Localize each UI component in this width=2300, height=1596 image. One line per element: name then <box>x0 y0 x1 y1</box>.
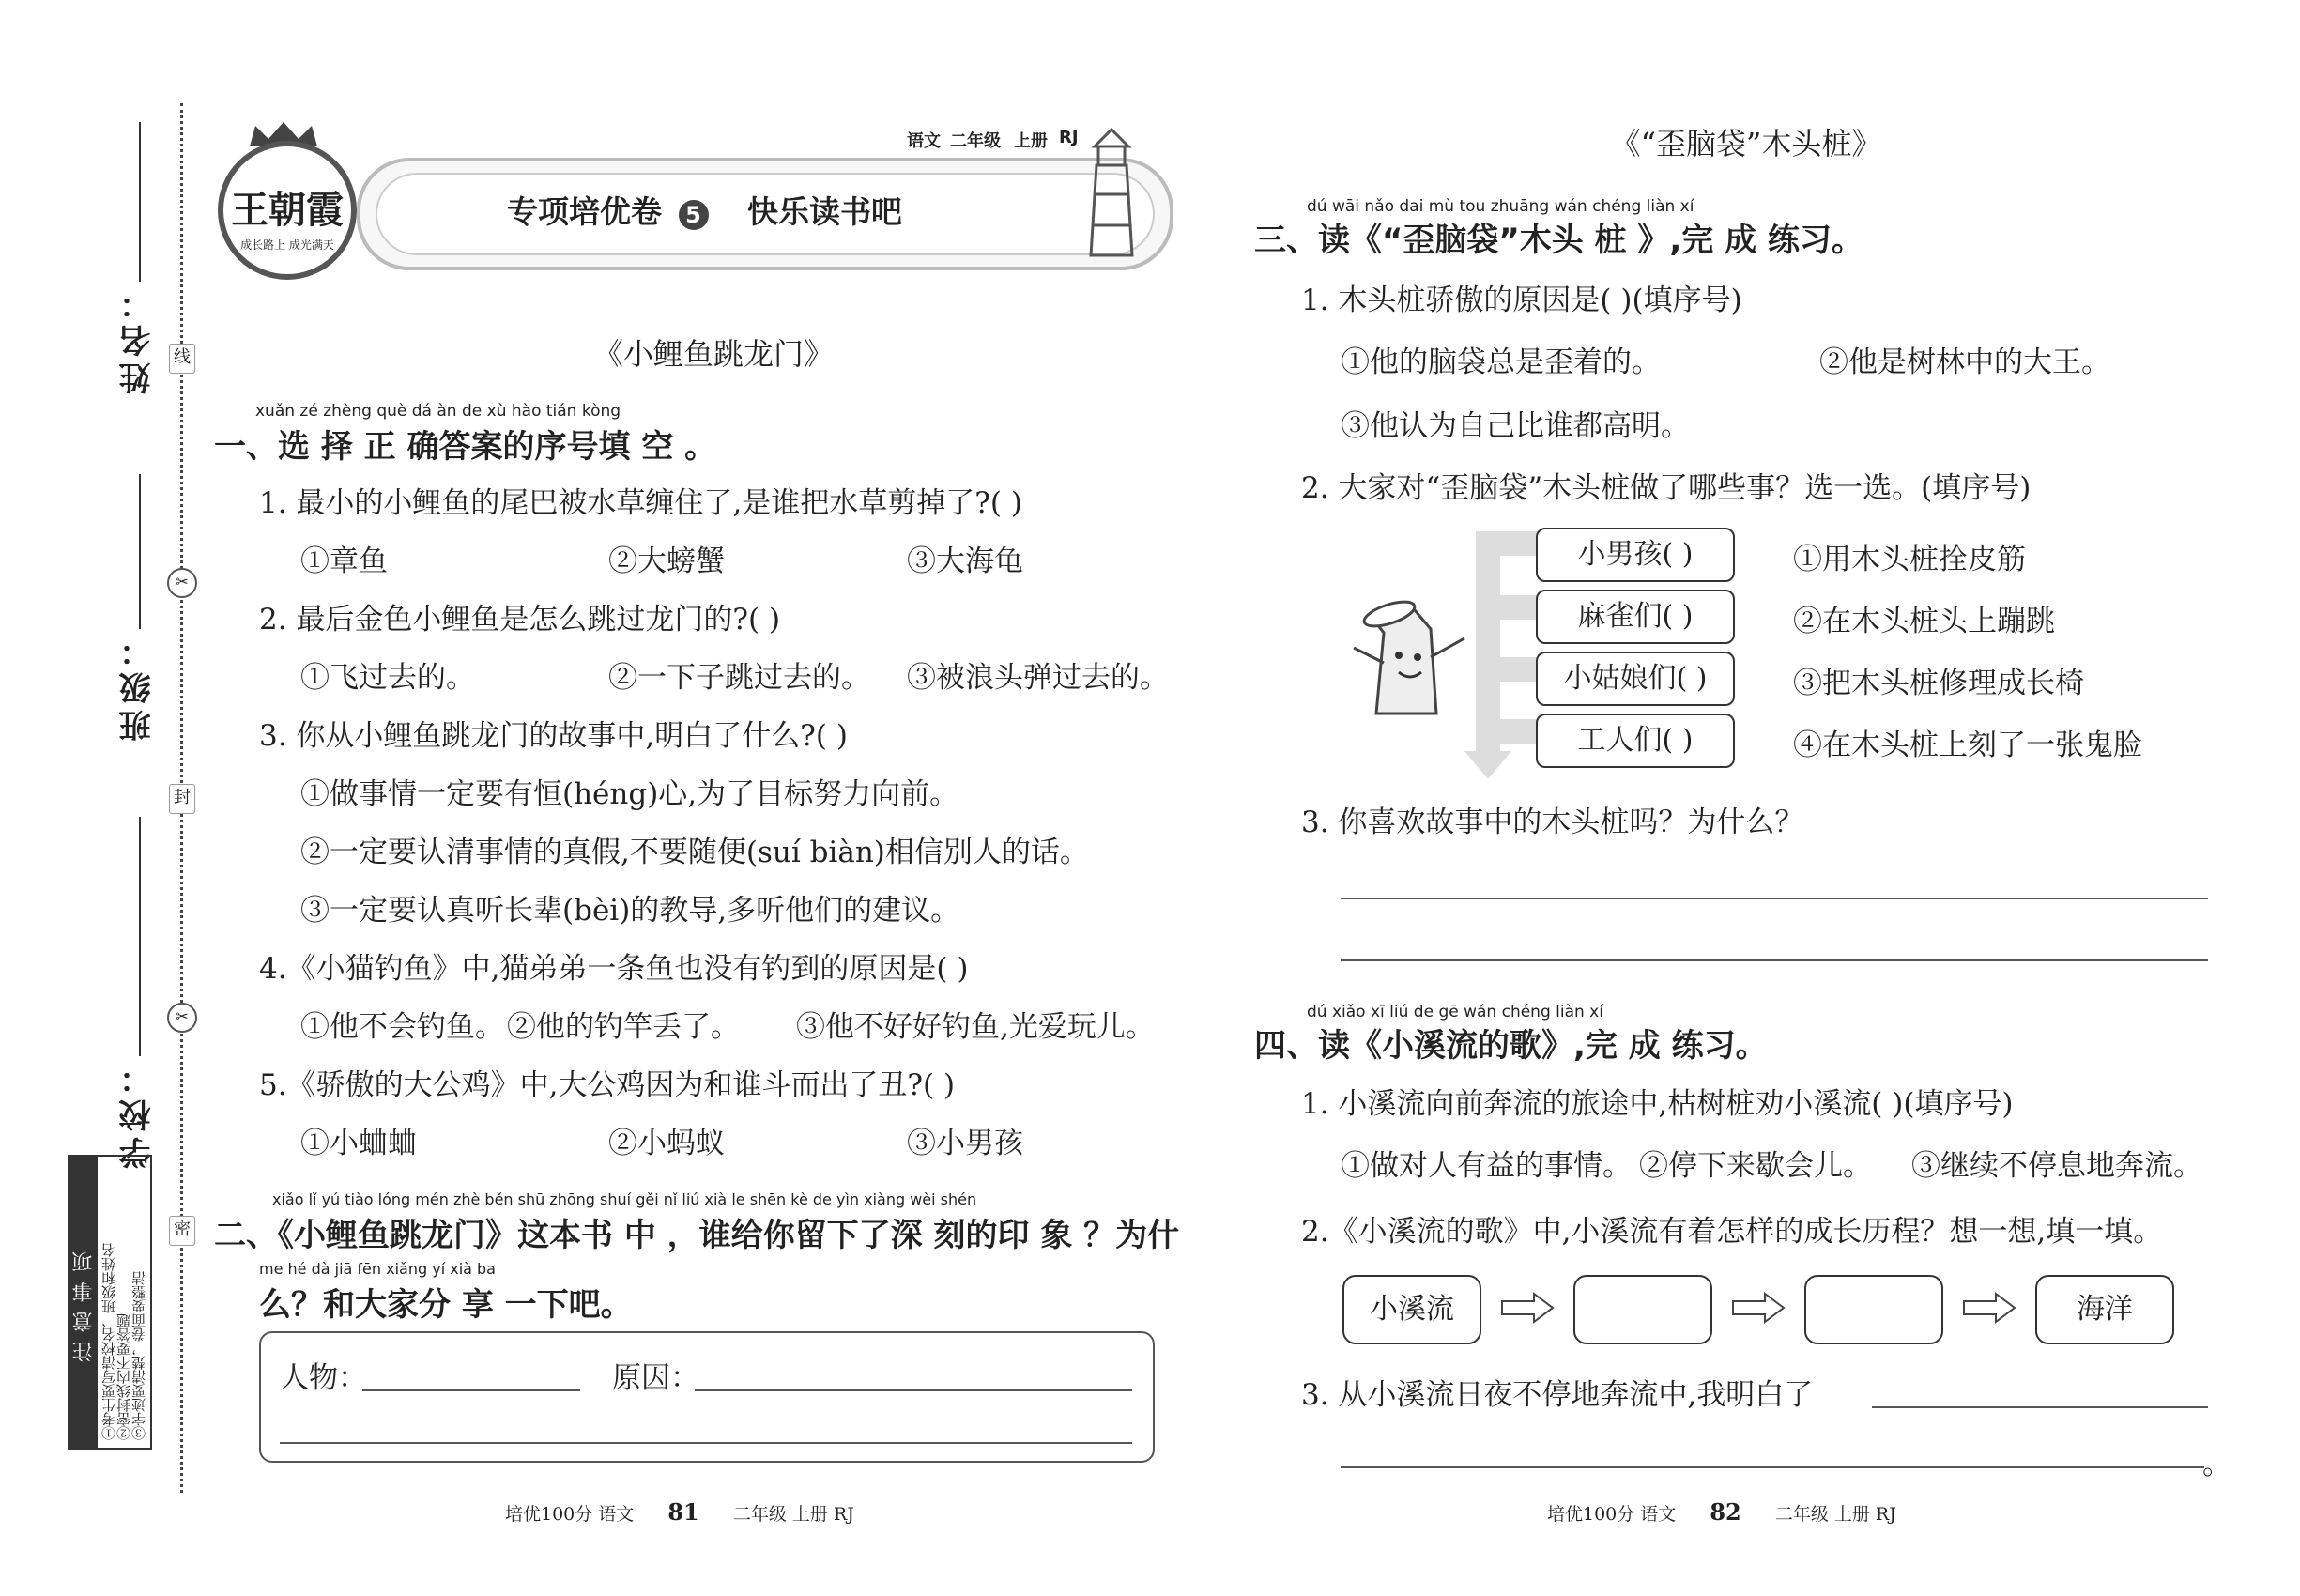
flow-box-start: 小溪流 <box>1342 1275 1481 1344</box>
reason-input-line[interactable] <box>695 1389 1132 1391</box>
q5-option-a[interactable]: ①小蛐蛐 <box>300 1127 417 1160</box>
section2-title-2: 么？和大家分 享 一下吧。 <box>259 1286 633 1324</box>
s4-question-2: 2.《小溪流的歌》中,小溪流有着怎样的成长历程？想一想,填一填。 <box>1301 1215 2163 1249</box>
section4-title: 四、读《小溪流的歌》,完 成 练习。 <box>1254 1027 1768 1065</box>
s4-question-1: 1. 小溪流向前奔流的旅途中,枯树桩劝小溪流( )(填序号) <box>1301 1087 2014 1121</box>
banner-title <box>507 188 902 232</box>
question-4: 4.《小猫钓鱼》中,猫弟弟一条鱼也没有钓到的原因是( ) <box>259 952 969 986</box>
logo-subtitle: 成长路上 成光满天 <box>240 238 334 252</box>
subject-label: 语文 <box>907 131 941 151</box>
s3-question-3: 3. 你喜欢故事中的木头桩吗？为什么？ <box>1301 806 1804 839</box>
s4-end-mark: 。 <box>2202 1448 2231 1481</box>
action-1: ①用木头桩拴皮筋 <box>1793 543 2026 576</box>
section2-pinyin-2: me hé dà jiā fēn xiǎng yí xià ba <box>259 1260 496 1278</box>
note-item: ②密封线内不要答题 <box>115 1313 132 1440</box>
q1-option-b[interactable]: ②大螃蟹 <box>608 545 725 578</box>
answer-line[interactable] <box>280 1442 1132 1444</box>
footer-left-prefix: 培优100分 语文 <box>505 1504 635 1525</box>
who-box-workers[interactable]: 工人们( ) <box>1536 714 1735 768</box>
s4-q1-option-c[interactable]: ③继续不停息地奔流。 <box>1911 1149 2202 1183</box>
person-label: 人物： <box>280 1361 367 1395</box>
lighthouse-icon <box>1081 124 1142 265</box>
section3-title: 三、读《“歪脑袋”木头 桩 》,完 成 练习。 <box>1254 222 1863 259</box>
class-line[interactable] <box>139 474 141 629</box>
who-box-boy[interactable]: 小男孩( ) <box>1536 528 1735 582</box>
tree-stump-illustration <box>1333 582 1483 723</box>
note-item: ③字迹要清楚，卷面要整洁 <box>130 1271 147 1440</box>
logo-text: 王朝霞 <box>231 188 344 232</box>
seal-word-secret: 密 <box>169 1216 195 1246</box>
q2-option-c[interactable]: ③被浪头弹过去的。 <box>907 661 1169 695</box>
q5-option-b[interactable]: ②小蚂蚁 <box>608 1127 725 1160</box>
term-label: 上册 <box>1014 131 1048 151</box>
arrow-right-icon <box>1500 1292 1555 1324</box>
s4-q1-option-a[interactable]: ①做对人有益的事情。 <box>1341 1149 1632 1183</box>
q5-option-c[interactable]: ③小男孩 <box>907 1127 1023 1160</box>
s3-question-1: 1. 木头桩骄傲的原因是( )(填序号) <box>1301 284 1742 317</box>
q3-option-b[interactable]: ②一定要认清事情的真假,不要随便(suí biàn)相信别人的话。 <box>300 836 1089 869</box>
footer-left-suffix: 二年级 上册 RJ <box>732 1504 854 1525</box>
banner-title-main: 快乐读书吧 <box>747 193 902 230</box>
flow-box-end: 海洋 <box>2035 1275 2174 1344</box>
who-box-sparrows[interactable]: 麻雀们( ) <box>1536 590 1735 644</box>
section2-pinyin-1: xiǎo lǐ yú tiào lóng mén zhè běn shū zhōng shuí gěi nǐ liú xià le shēn kè de yìn xiàng wèi shén <box>272 1190 977 1208</box>
q2-option-a[interactable]: ①飞过去的。 <box>300 661 475 695</box>
q3-option-c[interactable]: ③一定要认真听长辈(bèi)的教导,多听他们的建议。 <box>300 894 960 928</box>
section2-title-1: 二、《小鲤鱼跳龙门》这本书 中 ，谁给你留下了深 刻的印 象 ？为什 <box>214 1217 1180 1254</box>
q1-option-a[interactable]: ①章鱼 <box>300 545 388 578</box>
notes-lines <box>101 1162 146 1440</box>
footer-right <box>1547 1498 1896 1526</box>
q3-option-a[interactable]: ①做事情一定要有恒(héng)心,为了目标努力向前。 <box>300 777 959 811</box>
flow-box-blank-2[interactable] <box>1804 1275 1943 1344</box>
section4-pinyin: dú xiǎo xī liú de gē wán chéng liàn xí <box>1307 1003 1603 1021</box>
name-label: 姓名： <box>119 282 157 394</box>
s4-answer-line-1[interactable] <box>1872 1406 2208 1408</box>
scissors-icon: ✂ <box>167 568 197 598</box>
school-label: 学校： <box>119 1056 157 1169</box>
banner-title-number: 5 <box>679 200 709 230</box>
q2-option-b[interactable]: ②一下子跳过去的。 <box>608 661 870 695</box>
scissors-icon: ✂ <box>167 1003 197 1033</box>
arrow-right-icon <box>1962 1292 2016 1324</box>
connector-top <box>1476 531 1541 556</box>
page-number-right: 82 <box>1710 1498 1741 1526</box>
arrow-right-icon <box>1731 1292 1786 1324</box>
connector-branch <box>1476 657 1541 682</box>
q4-option-c[interactable]: ③他不好好钓鱼,光爱玩儿。 <box>796 1010 1155 1044</box>
note-item: ①考生要写清校名、班级和姓名 <box>100 1243 117 1440</box>
book-title-right: 《“歪脑袋”木头桩》 <box>1610 126 1882 161</box>
grade-label: 二年级 <box>950 131 1001 151</box>
s4-answer-line-2[interactable] <box>1341 1466 2204 1468</box>
connector-branch <box>1476 595 1541 620</box>
s3-q1-option-c[interactable]: ③他认为自己比谁都高明。 <box>1341 409 1690 443</box>
name-line[interactable] <box>139 122 141 282</box>
q4-option-b[interactable]: ②他的钓竿丢了。 <box>507 1010 740 1044</box>
reason-label: 原因： <box>612 1361 699 1395</box>
question-2: 2. 最后金色小鲤鱼是怎么跳过龙门的?( ) <box>259 603 781 637</box>
section3-pinyin: dú wāi nǎo dai mù tou zhuāng wán chéng liàn xí <box>1307 197 1694 216</box>
edition-label: RJ <box>1059 128 1079 147</box>
question-1: 1. 最小的小鲤鱼的尾巴被水草缠住了,是谁把水草剪掉了?( ) <box>259 486 1022 520</box>
action-3: ③把木头桩修理成长椅 <box>1793 667 2084 700</box>
question-5: 5.《骄傲的大公鸡》中,大公鸡因为和谁斗而出了丑?( ) <box>259 1068 956 1102</box>
seal-word-seal: 封 <box>169 784 195 814</box>
s3-q1-option-b[interactable]: ②他是树林中的大王。 <box>1819 345 2110 379</box>
section1-title: 一、选 择 正 确答案的序号填 空 。 <box>214 428 717 466</box>
footer-right-prefix: 培优100分 语文 <box>1547 1504 1677 1525</box>
school-line[interactable] <box>139 817 141 1056</box>
action-4: ④在木头桩上刻了一张鬼脸 <box>1793 729 2142 762</box>
footer-right-suffix: 二年级 上册 RJ <box>1774 1504 1896 1525</box>
question-3: 3. 你从小鲤鱼跳龙门的故事中,明白了什么?( ) <box>259 719 848 753</box>
s3-answer-line-1[interactable] <box>1341 898 2208 899</box>
q1-option-c[interactable]: ③大海龟 <box>907 545 1023 578</box>
person-input-line[interactable] <box>362 1389 580 1391</box>
s3-question-2: 2. 大家对“歪脑袋”木头桩做了哪些事？选一选。(填序号) <box>1301 471 2032 505</box>
s4-question-3: 3. 从小溪流日夜不停地奔流中,我明白了 <box>1301 1378 1814 1412</box>
seal-word-line: 线 <box>169 344 195 374</box>
s4-q1-option-b[interactable]: ②停下来歇会儿。 <box>1639 1149 1872 1183</box>
footer-left <box>505 1498 854 1526</box>
q4-option-a[interactable]: ①他不会钓鱼。 <box>300 1010 504 1044</box>
notes-title: 注意事项 <box>69 1157 98 1448</box>
action-2: ②在木头桩头上蹦跳 <box>1793 605 2055 638</box>
s3-answer-line-2[interactable] <box>1341 959 2208 961</box>
notes-box <box>68 1155 152 1450</box>
connector-branch <box>1476 719 1541 744</box>
brand-logo <box>218 141 357 280</box>
class-label: 班级： <box>119 629 157 742</box>
flow-box-blank-1[interactable] <box>1573 1275 1712 1344</box>
book-title-left: 《小鲤鱼跳龙门》 <box>592 336 834 372</box>
s3-q1-option-a[interactable]: ①他的脑袋总是歪着的。 <box>1341 345 1661 379</box>
who-box-girls[interactable]: 小姑娘们( ) <box>1536 652 1735 706</box>
arrow-down-icon <box>1464 751 1511 781</box>
section1-pinyin: xuǎn zé zhèng què dá àn de xù hào tián kòng <box>255 402 621 421</box>
banner-title-prefix: 专项培优卷 <box>507 193 662 230</box>
page-number-left: 81 <box>667 1498 699 1526</box>
